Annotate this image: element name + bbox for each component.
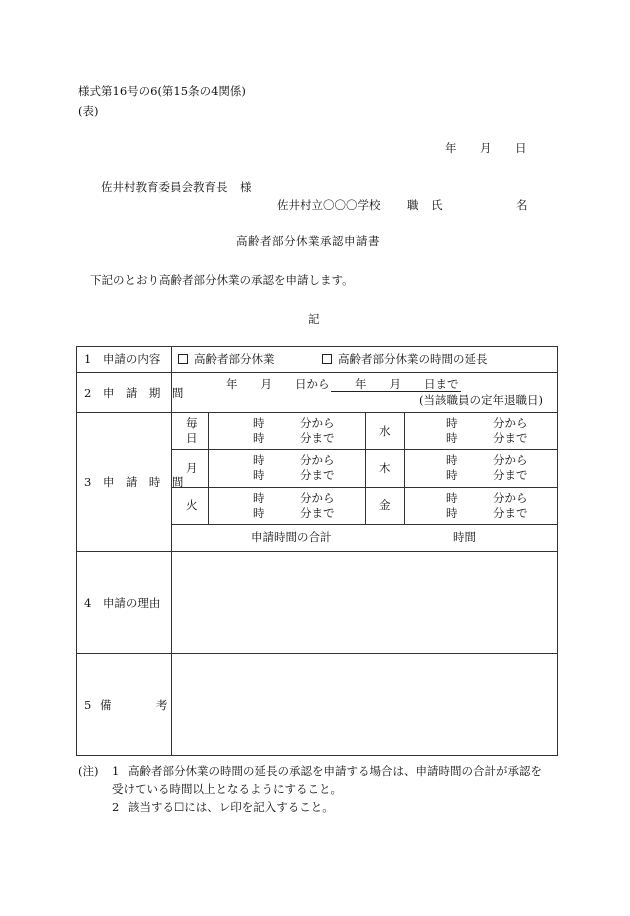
intro-text: 下記のとおり高齢者部分休業の承認を申請します。 [90,273,354,287]
period-from: 年 月 日から [226,377,330,391]
option-partial-leave-label: 高齢者部分休業 [194,352,275,366]
document-title: 高齢者部分休業承認申請書 [236,234,380,248]
row5-num: 5 [84,698,92,712]
row2-label: 2 申 請 期 間 [84,386,184,400]
hour-label: 時 [253,506,265,520]
from-label: 分から [493,453,528,467]
note1-num: 1 [112,764,120,778]
row4-label: 4 申請の理由 [84,596,161,610]
from-label: 分から [493,416,528,430]
form-side: (表) [78,104,99,118]
remarks-field[interactable] [173,655,556,754]
checkbox-icon[interactable] [322,354,332,364]
row1-label: 1 申請の内容 [84,352,161,366]
from-label: 分から [300,453,335,467]
day-fri: 木 [379,461,391,475]
addressee-name: 佐井村教育委員会教育長 [101,180,228,194]
day-mon-1: 毎 [186,416,198,430]
option-extension-label: 高齢者部分休業の時間の延長 [338,352,488,366]
to-label: 分まで [493,468,528,482]
row5-label-b: 考 [156,698,168,712]
from-label: 分から [300,491,335,505]
option-extension[interactable] [322,352,488,366]
total-unit: 時間 [453,530,476,544]
hour-label: 時 [253,491,265,505]
day-sat: 金 [379,498,391,512]
hour-label: 時 [446,491,458,505]
day-tue: 月 [186,461,198,475]
day-wed: 火 [186,498,198,512]
option-partial-leave[interactable] [178,352,275,366]
addressee-honorific: 様 [240,180,252,194]
note1-line1: 高齢者部分休業の時間の延長の承認を申請する場合は、申請時間の合計が承認を [128,764,542,778]
from-label: 分から [493,491,528,505]
hour-label: 時 [446,506,458,520]
note2-num: 2 [112,800,120,814]
hour-label: 時 [253,416,265,430]
row3-label: 3 申 請 時 間 [84,475,184,489]
note2-text: 該当する☐には、レ印を記入すること。 [128,800,334,814]
hour-label: 時 [446,453,458,467]
to-label: 分まで [300,506,335,520]
note1-line2: 受けている時間以上となるようにすること。 [112,782,342,796]
applicant-name-label-2: 名 [516,198,528,212]
day-mon-2: 日 [186,431,198,445]
ki-label: 記 [308,312,320,326]
from-label: 分から [300,416,335,430]
form-id: 様式第16号の6(第15条の4関係) [78,84,246,98]
applicant-name-label-1: 氏 [431,198,443,212]
notes-prefix: (注) [78,764,99,778]
row5-label-a: 備 [100,698,112,712]
applicant-school: 佐井村立〇〇〇学校 [277,198,381,212]
total-label: 申請時間の合計 [251,530,332,544]
checkbox-icon[interactable] [178,354,188,364]
date-year: 年 [445,141,457,155]
to-label: 分まで [493,431,528,445]
to-label: 分まで [300,431,335,445]
to-label: 分まで [300,468,335,482]
date-day: 日 [515,141,527,155]
hour-label: 時 [253,453,265,467]
hour-label: 時 [253,468,265,482]
to-label: 分まで [493,506,528,520]
day-thu: 水 [379,424,391,438]
hour-label: 時 [446,431,458,445]
period-note: (当該職員の定年退職日) [419,393,543,407]
date-month: 月 [480,141,492,155]
period-to: 年 月 日まで [331,377,461,392]
hour-label: 時 [253,431,265,445]
hour-label: 時 [446,468,458,482]
applicant-position: 職 [407,198,419,212]
reason-field[interactable] [173,553,556,652]
hour-label: 時 [446,416,458,430]
